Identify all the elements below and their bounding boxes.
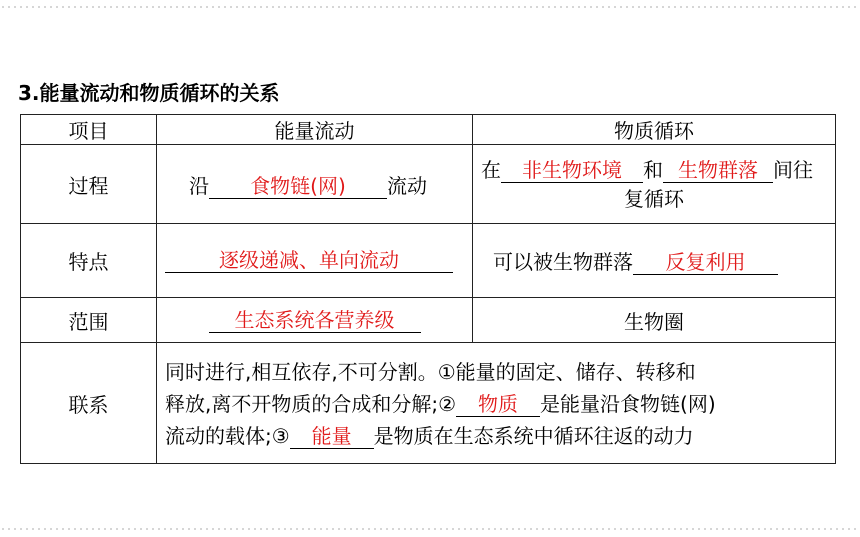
relation-line-3-suffix: 是物质在生态系统中循环往返的动力 — [373, 424, 694, 448]
bottom-dotted-border — [0, 528, 860, 530]
row-label-feature: 特点 — [21, 224, 157, 298]
table-row-relation — [21, 343, 836, 464]
process-matter-suffix-2: 复循环 — [624, 187, 684, 211]
relation-line-1: 同时进行,相互依存,不可分割。①能量的固定、储存、转移和 — [165, 360, 696, 384]
table-row-scope — [21, 298, 836, 343]
feature-matter-cell — [473, 224, 836, 298]
process-energy-suffix: 流动 — [387, 173, 427, 198]
feature-energy-answer: 逐级递减、单向流动 — [165, 248, 453, 273]
scope-energy-cell — [157, 298, 473, 343]
table-row-feature — [21, 224, 836, 298]
process-energy-prefix: 沿 — [189, 173, 209, 198]
header-energy-flow: 能量流动 — [157, 115, 473, 145]
header-matter-cycle: 物质循环 — [473, 115, 836, 145]
section-heading: 3.能量流动和物质循环的关系 — [18, 81, 280, 105]
header-item: 项目 — [21, 115, 157, 145]
top-dotted-border — [0, 6, 860, 8]
relation-cell — [157, 343, 836, 464]
scope-energy-answer: 生态系统各营养级 — [209, 308, 421, 333]
row-label-process: 过程 — [21, 145, 157, 224]
relation-answer-matter: 物质 — [456, 392, 540, 417]
process-matter-suffix-1: 间往 — [773, 158, 813, 182]
process-matter-prefix: 在 — [481, 158, 501, 182]
scope-matter-cell: 生物圈 — [473, 298, 836, 343]
process-matter-answer-2: 生物群落 — [663, 158, 773, 183]
feature-matter-prefix: 可以被生物群落 — [493, 250, 633, 274]
process-matter-cell — [473, 145, 836, 224]
feature-matter-answer: 反复利用 — [633, 250, 778, 275]
comparison-table — [20, 114, 836, 464]
process-energy-cell — [157, 145, 473, 224]
table-row-process — [21, 145, 836, 224]
process-matter-answer-1: 非生物环境 — [501, 158, 643, 183]
process-energy-answer: 食物链(网) — [209, 174, 387, 199]
row-label-relation: 联系 — [21, 343, 157, 464]
relation-line-2-prefix: 释放,离不开物质的合成和分解;② — [165, 392, 457, 416]
relation-answer-energy: 能量 — [290, 424, 374, 449]
process-matter-mid: 和 — [643, 158, 663, 182]
feature-energy-cell — [157, 224, 473, 298]
row-label-scope: 范围 — [21, 298, 157, 343]
table-header-row — [21, 115, 836, 145]
relation-line-3-prefix: 流动的载体;③ — [165, 424, 290, 448]
relation-line-2-suffix: 是能量沿食物链(网) — [540, 392, 716, 416]
